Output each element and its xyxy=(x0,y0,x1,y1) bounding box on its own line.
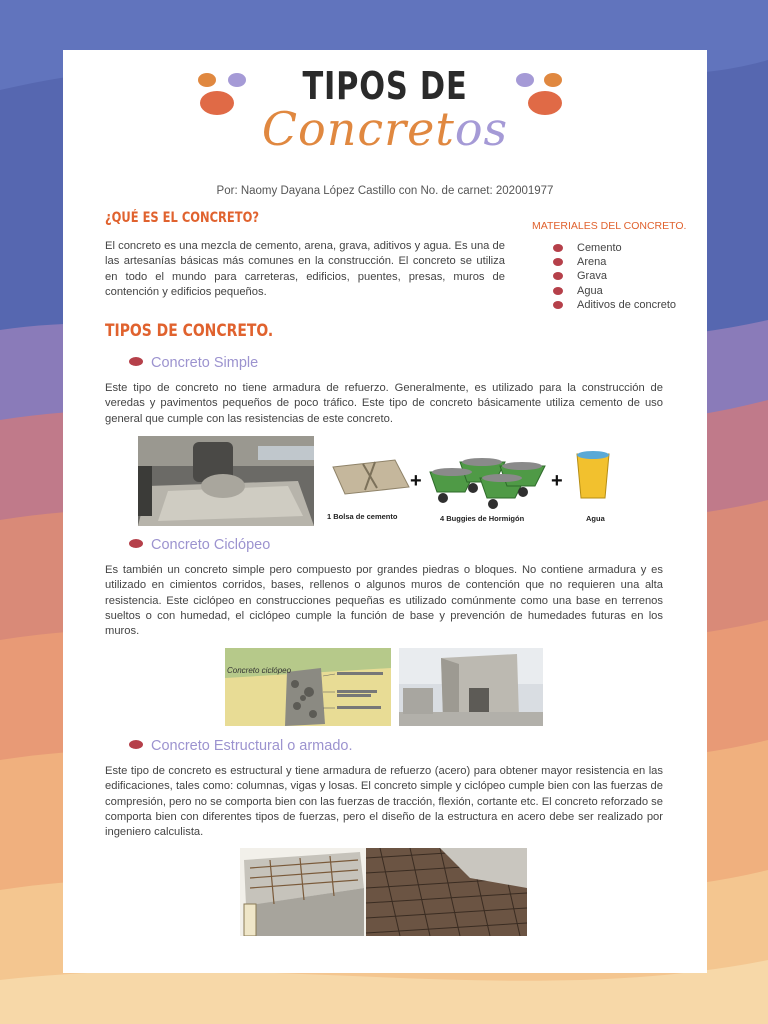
list-item xyxy=(553,284,676,298)
material-label: Aditivos de concreto xyxy=(577,298,677,311)
bullet-icon xyxy=(553,287,563,295)
concrete-pour-photo xyxy=(138,436,314,526)
types-heading: TIPOS DE CONCRETO. xyxy=(105,321,274,341)
list-item xyxy=(553,269,676,283)
simple-text: Este tipo de concreto no tiene armadura de refuerzo. Generalmente, es utilizado para la construcción de veredas y pavimentos pequeños de poco tráfico. Este tipo de concreto básicamente utiliza cemento de uso general que cumple con las resistencias de este concreto. xyxy=(105,382,663,425)
subheading-estructural-text: Concreto Estructural o armado. xyxy=(151,738,353,754)
list-item xyxy=(553,255,676,269)
caption-buggies: 4 Buggies de Hormigón xyxy=(440,514,525,523)
intro-text: El concreto es una mezcla de cemento, arena, grava, aditivos y agua. Es una de las artesanías básicas más comunes en la construcción. El concreto se utiliza en todo el mundo para carreteras, edificios, puentes, presas, muros de contención y edificios pequeños. xyxy=(105,240,505,298)
ciclopeo-diagram xyxy=(225,648,391,726)
page-title-line2 xyxy=(63,102,707,156)
title-part-a: Concret xyxy=(261,102,455,156)
plus-sign: + xyxy=(410,470,422,492)
materials-heading: MATERIALES DEL CONCRETO. xyxy=(532,220,687,232)
materials-list xyxy=(553,241,676,312)
subheading-ciclopeo xyxy=(129,537,270,553)
reinforced-concrete-images xyxy=(240,848,527,936)
intro-heading: ¿QUÉ ES EL CONCRETO? xyxy=(105,210,259,226)
material-label: Cemento xyxy=(577,242,622,254)
list-item xyxy=(553,241,676,255)
bullet-icon xyxy=(553,258,563,266)
caption-water: Agua xyxy=(586,514,605,523)
concrete-recipe-illustration xyxy=(325,442,625,532)
subheading-estructural xyxy=(129,738,352,754)
bullet-icon xyxy=(129,539,143,548)
ciclopeo-text: Es también un concreto simple pero compuesto por grandes piedras o bloques. No contiene armadura y es utilizado en cimientos corridos, bases, rellenos o algunos muros de contención que no requieren una alta resistencia. Este ciclópeo en construcciones pequeñas es utilizado comúnmente como una base en terrenos sueltos o con humedad, el ciclópeo cumple la función de base y prevención de humedades futuras en los muros. xyxy=(105,564,663,638)
bullet-icon xyxy=(553,301,563,309)
subheading-simple xyxy=(129,355,258,371)
bullet-icon xyxy=(129,740,143,749)
material-label: Grava xyxy=(577,270,607,283)
list-item xyxy=(553,298,676,312)
title-part-b: os xyxy=(454,102,509,156)
diagram-label: Concreto ciclópeo xyxy=(227,666,292,675)
page-title-line1: TIPOS DE xyxy=(302,64,468,108)
ciclopeo-building-photo xyxy=(399,648,543,726)
material-label: Arena xyxy=(577,256,607,269)
plus-sign: + xyxy=(551,470,563,492)
bullet-icon xyxy=(553,244,563,252)
caption-cement: 1 Bolsa de cemento xyxy=(327,512,398,521)
author-line: Por: Naomy Dayana López Castillo con No. de carnet: 202001977 xyxy=(216,185,554,197)
subheading-simple-text: Concreto Simple xyxy=(151,355,259,371)
bullet-icon xyxy=(553,272,563,280)
subheading-ciclopeo-text: Concreto Ciclópeo xyxy=(151,537,271,553)
bullet-icon xyxy=(129,357,143,366)
estructural-text: Este tipo de concreto es estructural y tiene armadura de refuerzo (acero) para obtener mayor resistencia en las edificaciones, tales como: columnas, vigas y losas. El concreto simple y ciclópeo cumple bien con las fuerzas de compresión, pero no se comporta bien con las fuerzas de tracción, flexión, cortante etc. El concreto reforzado se comporta bien con diferentes tipos de fuerzas, pero el diseño de la estructura en acero debe ser realizado por ingeniero calculista. xyxy=(105,765,663,839)
document-page xyxy=(63,50,707,973)
material-label: Agua xyxy=(577,284,603,297)
